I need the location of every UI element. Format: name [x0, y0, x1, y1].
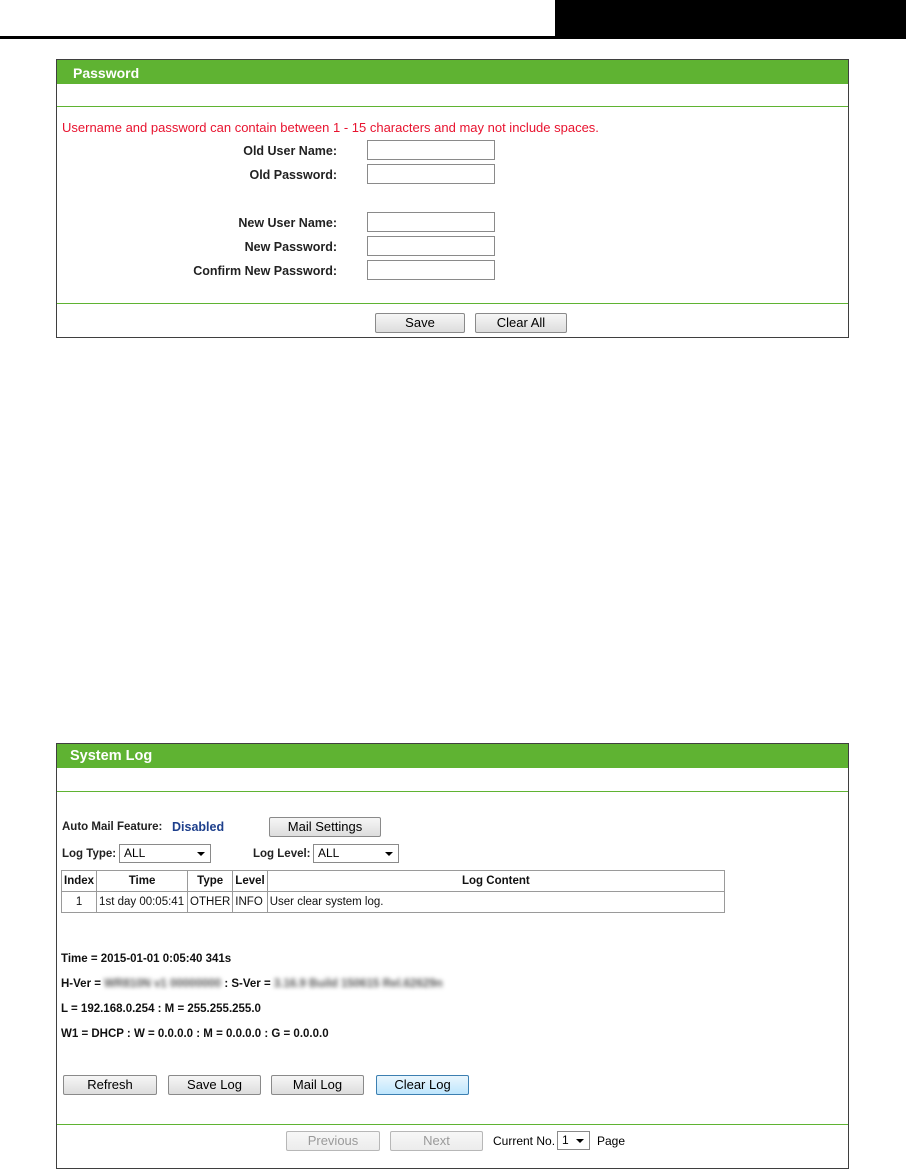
sver-value: 3.16.9 Build 150615 Rel.62629n: [273, 978, 443, 990]
save-log-button[interactable]: Save Log: [168, 1075, 261, 1095]
cell-type: OTHER: [188, 892, 233, 913]
divider: [57, 1124, 848, 1125]
clear-log-button[interactable]: Clear Log: [376, 1075, 469, 1095]
sver-label: : S-Ver =: [221, 978, 274, 990]
next-page-button[interactable]: Next: [390, 1131, 483, 1151]
cell-index: 1: [62, 892, 97, 913]
new-password-field[interactable]: [367, 236, 495, 256]
save-button[interactable]: Save: [375, 313, 465, 333]
log-level-value: ALL: [318, 846, 340, 860]
auto-mail-status: Disabled: [172, 820, 225, 834]
log-table-header-row: [62, 871, 725, 892]
page-select[interactable]: [557, 1131, 590, 1150]
header-black-bar: [555, 0, 906, 38]
confirm-new-password-label: Confirm New Password:: [193, 264, 337, 278]
chevron-down-icon: [197, 852, 205, 856]
log-type-select[interactable]: [119, 844, 211, 863]
password-panel-title: Password: [57, 60, 848, 84]
current-no-label: Current No.: [493, 1134, 556, 1148]
page-select-value: 1: [562, 1133, 569, 1147]
system-log-title: System Log: [57, 744, 848, 768]
refresh-button[interactable]: Refresh: [63, 1075, 157, 1095]
new-user-name-field[interactable]: [367, 212, 495, 232]
log-level-select[interactable]: [313, 844, 399, 863]
cell-time: 1st day 00:05:41: [97, 892, 188, 913]
old-password-label: Old Password:: [249, 168, 337, 182]
log-level-label: Log Level:: [253, 848, 311, 860]
hver-label: H-Ver =: [61, 978, 105, 990]
cell-log-content: User clear system log.: [267, 892, 724, 913]
cell-level: INFO: [233, 892, 267, 913]
password-notice: Username and password can contain between 1 - 15 characters and may not include spaces.: [62, 120, 599, 135]
log-table: [61, 870, 725, 913]
old-user-name-label: Old User Name:: [243, 144, 337, 158]
log-type-label: Log Type:: [62, 848, 117, 860]
new-user-name-label: New User Name:: [238, 216, 337, 230]
info-time: Time = 2015-01-01 0:05:40 341s: [61, 953, 232, 965]
table-row: [62, 892, 725, 913]
new-password-label: New Password:: [244, 240, 337, 254]
old-user-name-field[interactable]: [367, 140, 495, 160]
chevron-down-icon: [576, 1139, 584, 1143]
divider: [57, 303, 848, 304]
old-password-field[interactable]: [367, 164, 495, 184]
hver-value: WR810N v1 00000000: [104, 978, 222, 990]
column-header-level: Level: [233, 871, 267, 892]
column-header-log-content: Log Content: [267, 871, 724, 892]
divider: [57, 106, 848, 107]
previous-page-button[interactable]: Previous: [286, 1131, 380, 1151]
page-label: Page: [597, 1134, 626, 1148]
password-panel: [56, 59, 849, 338]
column-header-index: Index: [62, 871, 97, 892]
info-version: [61, 978, 443, 990]
auto-mail-label: Auto Mail Feature:: [62, 821, 163, 833]
header-rule: [0, 36, 906, 39]
confirm-new-password-field[interactable]: [367, 260, 495, 280]
mail-log-button[interactable]: Mail Log: [271, 1075, 364, 1095]
system-log-panel: [56, 743, 849, 1169]
mail-settings-button[interactable]: Mail Settings: [269, 817, 381, 837]
log-type-value: ALL: [124, 846, 146, 860]
column-header-time: Time: [97, 871, 188, 892]
divider: [57, 791, 848, 792]
chevron-down-icon: [385, 852, 393, 856]
column-header-type: Type: [188, 871, 233, 892]
info-lan: L = 192.168.0.254 : M = 255.255.255.0: [61, 1003, 261, 1015]
clear-all-button[interactable]: Clear All: [475, 313, 567, 333]
info-wan: W1 = DHCP : W = 0.0.0.0 : M = 0.0.0.0 : G = 0.0.0.0: [61, 1028, 329, 1040]
